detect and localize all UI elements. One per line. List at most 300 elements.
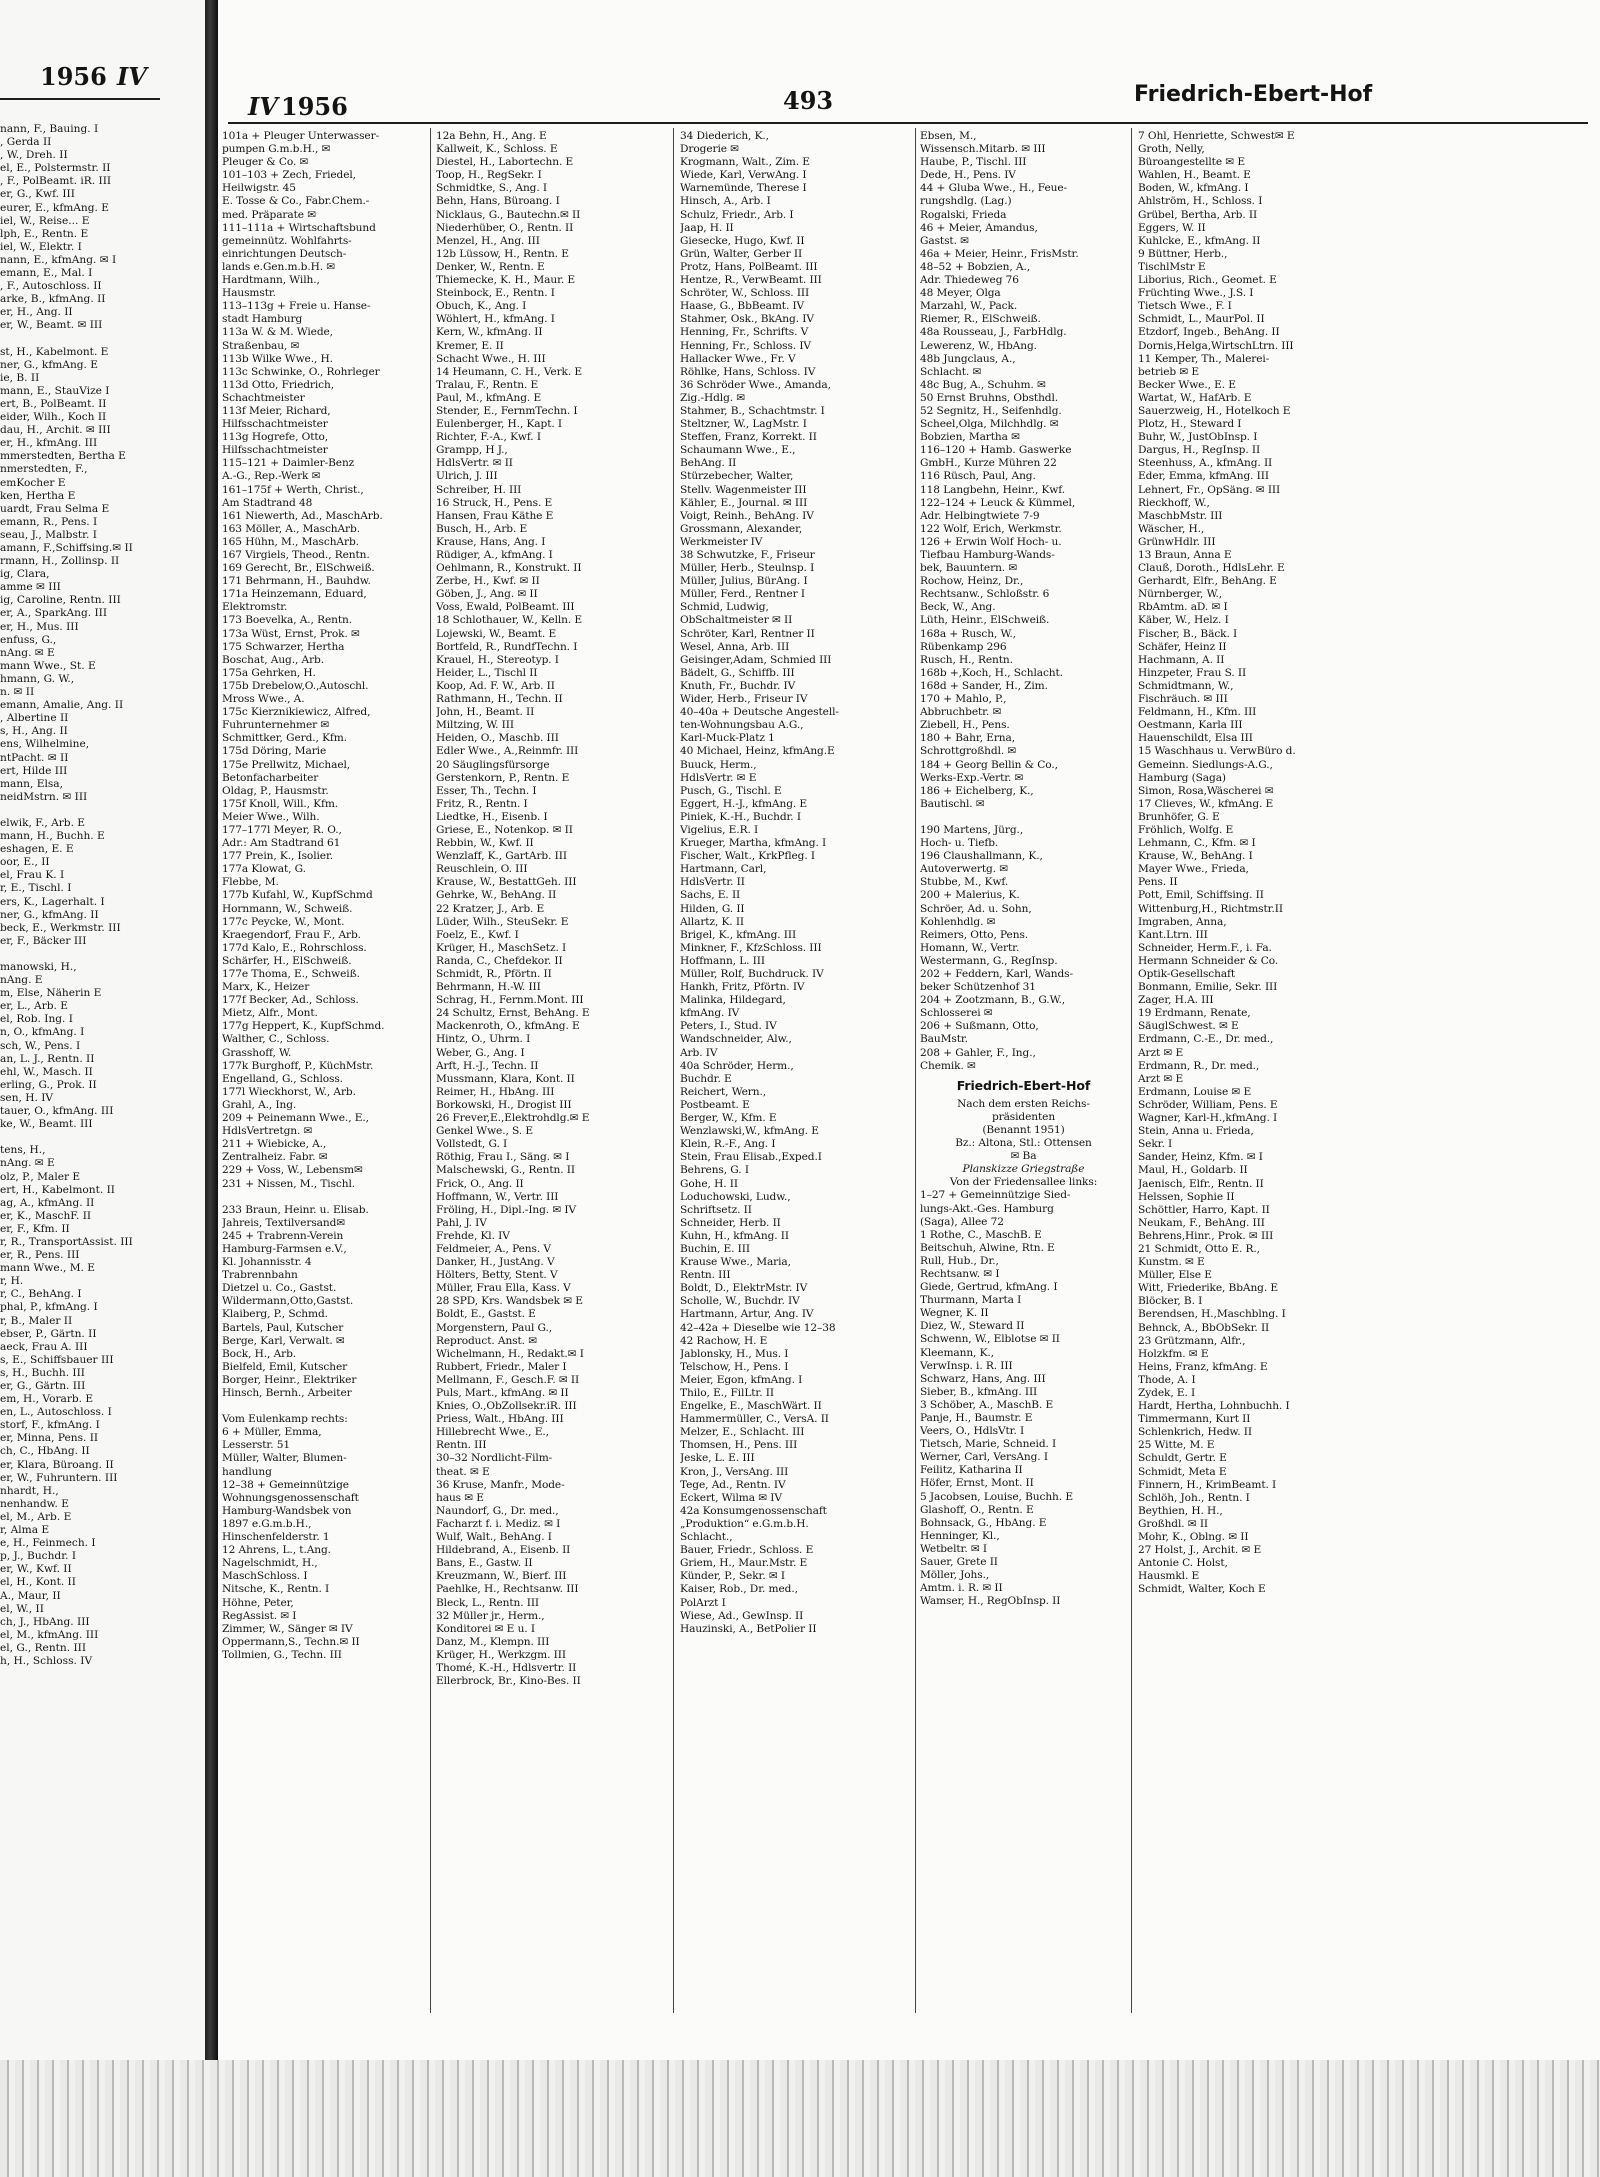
directory-entry: Pens. II <box>1138 876 1178 889</box>
directory-entry: 14 Heumann, C. H., Verk. E <box>436 365 583 378</box>
directory-entry: mann Wwe., St. E <box>0 659 96 672</box>
directory-entry: Röhlke, Hans, Schloss. IV <box>680 365 816 378</box>
directory-entry: Frick, O., Ang. II <box>436 1177 524 1190</box>
directory-entry: r, E., Tischl. I <box>0 882 72 895</box>
directory-entry: 1897 e.G.m.b.H., <box>222 1517 312 1530</box>
directory-entry: Schulz, Friedr., Arb. I <box>680 208 794 221</box>
directory-entry: 177k Burghoff, P., KüchMstr. <box>222 1059 374 1072</box>
directory-entry: nmerstedten, F., <box>0 463 88 476</box>
directory-entry: Dietzel u. Co., Gastst. <box>222 1282 337 1295</box>
directory-entry: Wichelmann, H., Redakt.✉ I <box>436 1347 584 1360</box>
directory-entry: Berger, W., Kfm. E <box>680 1112 777 1125</box>
directory-entry: Lehmann, C., Kfm. ✉ I <box>1138 837 1256 850</box>
directory-entry: Telschow, H., Pens. I <box>680 1360 789 1373</box>
directory-entry: Diez, W., Steward II <box>920 1320 1025 1333</box>
directory-entry: Göben, J., Ang. ✉ II <box>436 588 538 601</box>
directory-entry: 48–52 + Bobzien, A., <box>920 260 1030 273</box>
directory-entry: Wandschneider, Alw., <box>680 1033 792 1046</box>
street-note: präsidenten <box>991 1110 1056 1123</box>
directory-entry: Wiede, Karl, VerwAng. I <box>680 169 807 182</box>
directory-entry: Zydek, E. I <box>1138 1387 1196 1399</box>
directory-entry: emann, E., Mal. I <box>0 267 93 280</box>
directory-entry: Mackenroth, O., kfmAng. E <box>436 1020 580 1033</box>
column-divider <box>915 128 916 2013</box>
directory-entry <box>920 811 1127 824</box>
directory-entry: 118 Langbehn, Heinr., Kwf. <box>920 483 1065 496</box>
directory-entry: oor, E., II <box>0 856 50 869</box>
directory-entry: Wenzlawski,W., kfmAng. E <box>680 1125 819 1138</box>
directory-entry: elwik, F., Arb. E <box>0 816 86 829</box>
directory-entry: beck, E., Werkmstr. III <box>0 921 121 934</box>
directory-entry: Sauerzweig, H., Hotelkoch E <box>1138 404 1291 417</box>
directory-entry: Schmidt, Walter, Koch E <box>1138 1583 1266 1596</box>
directory-entry: 122–124 + Leuck & Kümmel, <box>920 496 1076 509</box>
directory-entry: 177d Kalo, E., Rohrschloss. <box>222 941 367 954</box>
directory-entry: dau, H., Archit. ✉ III <box>0 424 111 437</box>
directory-entry: 169 Gerecht, Br., ElSchweiß. <box>222 562 375 575</box>
directory-entry: Kähler, E., Journal. ✉ III <box>680 496 808 509</box>
directory-entry: 50 Ernst Bruhns, Obsthdl. <box>920 391 1059 404</box>
directory-entry: Müller, Else E <box>1138 1269 1212 1282</box>
directory-entry: Krause, W., BestattGeh. III <box>436 876 577 889</box>
directory-entry: Pahl, J. IV <box>436 1216 487 1229</box>
directory-entry: Rubbert, Friedr., Maler I <box>436 1360 567 1373</box>
directory-entry: nann, E., kfmAng. ✉ I <box>0 253 117 266</box>
directory-entry: Bleck, L., Rentn. III <box>436 1596 540 1609</box>
left-page-section: IV <box>117 62 147 91</box>
directory-entry: 5 Jacobsen, Louise, Buchh. E <box>920 1490 1073 1503</box>
street-note: Nach dem ersten Reichs- <box>957 1097 1090 1110</box>
directory-entry: ehl, W., Masch. II <box>0 1065 93 1078</box>
directory-entry: ert, Hilde III <box>0 764 68 777</box>
directory-entry: Hachmann, A. II <box>1138 653 1225 666</box>
directory-entry: Kohlenhdlg. ✉ <box>920 915 996 928</box>
directory-entry: Antonie C. Holst, <box>1138 1557 1228 1570</box>
directory-entry: Bauer, Friedr., Schloss. E <box>680 1544 814 1557</box>
directory-entry: Eggers, W. II <box>1138 221 1206 234</box>
directory-entry: Glashoff, O., Rentn. E <box>920 1503 1034 1516</box>
directory-entry: 23 Grützmann, Alfr., <box>1138 1334 1246 1347</box>
directory-entry: r, R., TransportAssist. III <box>0 1235 133 1248</box>
directory-entry: Schröter, W., Schloss. III <box>680 287 810 300</box>
directory-entry: storf, F., kfmAng. I <box>0 1419 100 1432</box>
directory-entry: Buchin, E. III <box>680 1242 750 1255</box>
directory-entry: 11 Kemper, Th., Malerei- <box>1138 352 1270 365</box>
directory-entry: Boldt, D., ElektrMstr. IV <box>680 1282 808 1295</box>
directory-entry: Gastst. ✉ <box>920 234 969 247</box>
directory-entry: ebser, P., Gärtn. II <box>0 1327 97 1340</box>
directory-entry: Hardt, Hertha, Lohnbuchh. I <box>1138 1400 1290 1413</box>
directory-entry: Grossmann, Alexander, <box>680 522 803 535</box>
left-header-rule <box>0 98 160 100</box>
directory-entry: Haube, P., Tischl. III <box>920 156 1027 169</box>
directory-entry: er, G., Kwf. III <box>0 188 75 201</box>
directory-entry: Mellmann, F., Gesch.F. ✉ II <box>436 1373 580 1386</box>
directory-entry: Schachtmeister <box>222 391 305 404</box>
directory-entry: Gerhardt, Elfr., BehAng. E <box>1138 575 1277 588</box>
directory-entry: Edler Wwe., A.,Reinmfr. III <box>436 745 579 758</box>
directory-entry: ert, B., PolBeamt. II <box>0 397 107 410</box>
directory-entry: Bortfeld, R., RundfTechn. I <box>436 640 578 653</box>
directory-entry: Obuch, K., Ang. I <box>436 300 527 313</box>
directory-entry: Peters, I., Stud. IV <box>680 1020 777 1033</box>
directory-entry: 34 Diederich, K., <box>680 130 769 142</box>
directory-entry: Schöttler, Harro, Kapt. II <box>1138 1203 1270 1216</box>
directory-entry: sch, W., Pens. I <box>0 1039 81 1052</box>
directory-entry: 9 Büttner, Herb., <box>1138 247 1228 260</box>
directory-entry: Schmidt, R., Pförtn. II <box>436 968 552 980</box>
directory-entry: Tietsch, Marie, Schneid. I <box>920 1438 1057 1451</box>
directory-entry: Zerbe, H., Kwf. ✉ II <box>436 575 540 588</box>
directory-entry: Liedtke, H., Eisenb. I <box>436 810 548 823</box>
directory-entry: 1–27 + Gemeinnützige Sied- <box>920 1189 1071 1202</box>
directory-entry: 168b +,Koch, H., Schlacht. <box>920 666 1063 679</box>
directory-entry: 42–42a + Dieselbe wie 12–38 <box>680 1321 836 1334</box>
directory-entry: Geisinger,Adam, Schmied III <box>680 653 832 666</box>
directory-entry: Danz, M., Klempn. III <box>436 1635 550 1648</box>
directory-entry: manowski, H., <box>0 961 77 973</box>
directory-entry: Groth, Nelly, <box>1138 143 1205 156</box>
directory-entry: Hausmkl. E <box>1138 1570 1200 1583</box>
directory-entry: 184 + Georg Bellin & Co., <box>920 758 1058 771</box>
directory-entry: Lojewski, W., Beamt. E <box>436 627 557 640</box>
directory-entry: lph, E., Rentn. E <box>0 227 89 240</box>
directory-entry: Borger, Heinr., Elektriker <box>222 1373 357 1386</box>
directory-entry: 18 Schlothauer, W., Kelln. E <box>436 614 583 627</box>
directory-entry: Kunstm. ✉ E <box>1138 1256 1205 1269</box>
directory-entry: Hilfsschachtmeister <box>222 444 328 457</box>
directory-entry: 211 + Wiebicke, A., <box>222 1138 327 1151</box>
directory-entry: Jaap, H. II <box>680 221 734 234</box>
directory-entry: Bohnsack, G., HbAng. E <box>920 1516 1047 1529</box>
directory-entry: Krogmann, Walt., Zim. E <box>680 156 810 169</box>
directory-entry: Krauel, H., Stereotyp. I <box>436 653 559 666</box>
directory-entry: 101–103 + Zech, Friedel, <box>222 169 356 182</box>
directory-entry: Dargus, H., RegInsp. II <box>1138 444 1261 457</box>
directory-entry: Hansen, Frau Käthe E <box>436 509 554 522</box>
directory-entry: Simon, Rosa,Wäscherei ✉ <box>1138 784 1274 797</box>
directory-entry: Malschewski, G., Rentn. II <box>436 1164 575 1177</box>
directory-entry: 36 Schröder Wwe., Amanda, <box>680 378 831 391</box>
directory-entry: Stein, Anna u. Frieda, <box>1138 1125 1254 1138</box>
directory-entry: Reichert, Wern., <box>680 1085 767 1098</box>
directory-entry: Betonfacharbeiter <box>222 771 319 784</box>
directory-entry: Krueger, Martha, kfmAng. I <box>680 837 827 850</box>
directory-entry: er, W., Kwf. II <box>0 1563 72 1576</box>
directory-entry: Hillebrecht Wwe., E., <box>436 1426 549 1439</box>
directory-entry: 229 + Voss, W., Lebensm✉ <box>222 1164 363 1177</box>
directory-entry: Kuhlcke, E., kfmAng. II <box>1138 234 1261 247</box>
directory-entry: ch, J., HbAng. III <box>0 1615 90 1628</box>
directory-entry: el, W., II <box>0 1602 44 1615</box>
directory-entry: 113d Otto, Friedrich, <box>222 378 335 391</box>
directory-entry: Grasshoff, W. <box>222 1046 292 1059</box>
directory-entry: Stellv. Wagenmeister III <box>680 483 807 496</box>
directory-entry: 177l Wieckhorst, W., Arb. <box>222 1085 356 1098</box>
directory-entry: Lesserstr. 51 <box>222 1439 291 1452</box>
directory-entry: Arzt ✉ E <box>1138 1072 1184 1085</box>
directory-entry: Schröder, William, Pens. E <box>1138 1098 1278 1111</box>
directory-entry: Thode, A. I <box>1138 1373 1196 1386</box>
directory-entry: med. Präparate ✉ <box>222 208 316 221</box>
directory-entry: Hartmann, Carl, <box>680 863 767 876</box>
directory-entry: ntPacht. ✉ II <box>0 751 69 764</box>
directory-entry: Thurmann, Marta I <box>920 1294 1022 1307</box>
directory-entry: 42 Rachow, H. E <box>680 1334 768 1347</box>
directory-entry: Rathmann, H., Techn. II <box>436 693 563 706</box>
directory-entry: Lehnert, Fr., OpSäng. ✉ III <box>1138 483 1281 496</box>
directory-entry: Rogalski, Frieda <box>920 208 1007 221</box>
directory-entry: Wartat, W., HafArb. E <box>1138 391 1252 404</box>
directory-entry: 7 Ohl, Henriette, Schwest✉ E <box>1138 130 1295 142</box>
directory-entry: Esser, Th., Techn. I <box>436 784 537 797</box>
directory-entry: Adr.: Am Stadtrand 61 <box>222 837 341 850</box>
directory-entry: Schäfer, Heinz II <box>1138 640 1227 653</box>
directory-entry: , Albertine II <box>0 712 69 725</box>
directory-entry: Ellerbrock, Br., Kino-Bes. II <box>436 1675 581 1688</box>
directory-entry: Berge, Karl, Verwalt. ✉ <box>222 1334 345 1347</box>
directory-entry: Arb. IV <box>680 1046 718 1059</box>
directory-entry: Am Stadtrand 48 <box>222 496 313 509</box>
directory-entry: 209 + Peinemann Wwe., E., <box>222 1112 369 1125</box>
directory-entry: Tollmien, G., Techn. III <box>222 1648 342 1661</box>
directory-entry: Zig.-Hdlg. ✉ <box>680 391 746 404</box>
directory-entry: ig, Caroline, Rentn. III <box>0 594 121 607</box>
directory-entry: Morgenstern, Paul G., <box>436 1321 553 1334</box>
directory-entry: RbAmtm. aD. ✉ I <box>1138 601 1228 614</box>
directory-entry: Käber, W., Helz. I <box>1138 614 1229 627</box>
directory-entry: Kuhn, H., kfmAng. II <box>680 1229 789 1242</box>
directory-entry: Eder, Emma, kfmAng. III <box>1138 470 1269 483</box>
directory-entry: Stein, Frau Elisab.,Exped.I <box>680 1151 822 1164</box>
directory-entry: Stürzebecher, Walter, <box>680 470 794 483</box>
directory-entry: Kallweit, K., Schloss. E <box>436 143 558 156</box>
directory-entry: VerwInsp. i. R. III <box>920 1359 1013 1372</box>
directory-entry: Ziebell, H., Pens. <box>920 719 1010 732</box>
directory-entry: Behrens,Hinr., Prok. ✉ III <box>1138 1229 1274 1242</box>
directory-entry: Scheel,Olga, Milchhdlg. ✉ <box>920 418 1059 431</box>
directory-entry: Griese, E., Notenkop. ✉ II <box>436 823 573 836</box>
directory-entry: Autoverwertg. ✉ <box>920 863 1008 876</box>
directory-entry: Grahl, A., Ing. <box>222 1098 297 1111</box>
directory-entry: Wamser, H., RegObInsp. II <box>920 1595 1061 1608</box>
left-page <box>0 0 205 2060</box>
directory-entry: 177g Heppert, K., KupfSchmd. <box>222 1020 385 1033</box>
directory-entry: Meier, Egon, kfmAng. I <box>680 1373 803 1386</box>
directory-entry: Rusch, H., Rentn. <box>920 653 1013 666</box>
directory-entry: Meier Wwe., Wilh. <box>222 810 320 823</box>
directory-entry: Veers, O., HdlsVtr. I <box>920 1425 1025 1438</box>
directory-entry: Dede, H., Pens. IV <box>920 169 1016 182</box>
directory-entry: Hartmann, Artur, Ang. IV <box>680 1308 814 1321</box>
directory-entry: Bautischl. ✉ <box>920 797 985 810</box>
directory-entry: nenhandw. E <box>0 1497 69 1510</box>
page-edge-strip <box>0 2060 1600 2177</box>
directory-entry: Kaiser, Rob., Dr. med., <box>680 1583 798 1596</box>
directory-entry: Buhr, W., JustObInsp. I <box>1138 431 1258 444</box>
directory-entry: Schlöh, Joh., Rentn. I <box>1138 1491 1250 1504</box>
directory-entry: Vom Eulenkamp rechts: <box>222 1413 348 1426</box>
directory-entry: Fröling, H., Dipl.-Ing. ✉ IV <box>436 1203 577 1216</box>
directory-entry: „Produktion“ e.G.m.b.H. <box>680 1517 809 1530</box>
directory-entry: Panje, H., Baumstr. E <box>920 1412 1033 1424</box>
directory-entry: an, L. J., Rentn. II <box>0 1052 95 1065</box>
directory-entry: 48b Jungclaus, A., <box>920 352 1016 365</box>
directory-entry: 27 Holst, J., Archit. ✉ E <box>1138 1544 1262 1557</box>
directory-entry: Koop, Ad. F. W., Arb. II <box>436 679 555 692</box>
directory-entry: GmbH., Kurze Mühren 22 <box>920 457 1057 470</box>
directory-entry: Erdmann, R., Dr. med., <box>1138 1059 1260 1072</box>
directory-entry: 177c Peycke, W., Mont. <box>222 915 345 928</box>
directory-entry: ke, W., Beamt. III <box>0 1118 93 1131</box>
directory-entry: mann Wwe., M. E <box>0 1262 96 1275</box>
directory-entry: Lüder, Wilh., SteuSekr. E <box>436 915 569 928</box>
directory-entry: Brunhöfer, G. E <box>1138 810 1220 823</box>
right-page-section: IV <box>248 92 278 121</box>
directory-entry: Straßenbau, ✉ <box>222 339 300 352</box>
directory-entry <box>0 1131 168 1144</box>
directory-entry: 40–40a + Deutsche Angestell- <box>680 706 839 719</box>
directory-entry: 175d Döring, Marie <box>222 745 327 758</box>
directory-entry: 15 Waschhaus u. VerwBüro d. <box>1138 745 1296 758</box>
directory-entry: ert, H., Kabelmont. II <box>0 1183 115 1196</box>
directory-entry: Riemer, R., ElSchweiß. <box>920 313 1041 326</box>
section-heading: Friedrich-Ebert-Hof <box>956 1077 1091 1093</box>
directory-entry: Buuck, Herm., <box>680 758 757 771</box>
directory-column-5 <box>1138 130 1360 1597</box>
directory-entry: Schröer, Ad. u. Sohn, <box>920 902 1032 915</box>
directory-entry: 190 Martens, Jürg., <box>920 823 1024 836</box>
directory-entry: Allartz, K. II <box>680 915 744 928</box>
directory-entry: uardt, Frau Selma E <box>0 502 110 515</box>
directory-entry: Sieber, B., kfmAng. III <box>920 1385 1038 1398</box>
header-rule <box>228 122 1588 124</box>
directory-entry: Rebbin, W., Kwf. II <box>436 837 534 850</box>
directory-entry: Schlacht., <box>680 1531 733 1544</box>
directory-entry: Erdmann, Louise ✉ E <box>1138 1085 1252 1098</box>
directory-column-2 <box>436 130 669 1688</box>
directory-entry: Schaumann Wwe., E., <box>680 444 796 457</box>
directory-entry: Hoffmann, W., Vertr. III <box>436 1190 559 1203</box>
directory-entry: bek, Bauuntern. ✉ <box>920 562 1018 575</box>
directory-entry: Müller, Julius, BürAng. I <box>680 575 808 588</box>
directory-entry: Miltzing, W. III <box>436 719 514 732</box>
directory-entry: Grübel, Bertha, Arb. II <box>1138 208 1258 221</box>
directory-entry: Chemik. ✉ <box>920 1059 976 1072</box>
directory-entry: Werkmeister IV <box>680 535 763 548</box>
directory-entry: Hilfsschachtmeister <box>222 418 328 431</box>
directory-entry: Denker, W., Rentn. E <box>436 260 545 273</box>
directory-entry: 175e Prellwitz, Michael, <box>222 758 351 771</box>
directory-entry: , F., Autoschloss. II <box>0 280 102 293</box>
directory-entry: Tege, Ad., Rentn. IV <box>680 1478 786 1491</box>
directory-entry: Hardtmann, Wilh., <box>222 274 320 287</box>
directory-entry: Eckert, Wilma ✉ IV <box>680 1491 782 1504</box>
directory-entry: 52 Segnitz, H., Seifenhdlg. <box>920 404 1062 417</box>
directory-entry: nann, F., Bauing. I <box>0 123 99 135</box>
directory-entry: Griem, H., Maur.Mstr. E <box>680 1557 808 1570</box>
directory-entry: Schreiber, H. III <box>436 483 522 496</box>
directory-entry: Helssen, Sophie II <box>1138 1190 1235 1203</box>
directory-entry: Giede, Gertrud, kfmAng. I <box>920 1281 1058 1294</box>
directory-entry: Hausmstr. <box>222 287 276 300</box>
directory-entry: Höfer, Ernst, Mont. II <box>920 1477 1034 1490</box>
directory-entry: Krause, Hans, Ang. I <box>436 535 546 548</box>
directory-entry: 40 Michael, Heinz, kfmAng.E <box>680 745 835 758</box>
directory-entry: Adr. Helbingtwiete 7-9 <box>920 509 1040 522</box>
directory-entry: mann, E., StauVize I <box>0 384 110 397</box>
directory-entry: er, H., kfmAng. III <box>0 437 98 450</box>
left-page-entries <box>0 123 168 1668</box>
directory-entry: Niederhüber, O., Rentn. II <box>436 221 574 234</box>
directory-entry: er, L., Arb. E <box>0 1000 69 1013</box>
directory-entry: ens, Wilhelmine, <box>0 738 90 751</box>
directory-entry: Mayer Wwe., Frieda, <box>1138 863 1249 876</box>
directory-entry: er, Minna, Pens. II <box>0 1432 99 1445</box>
directory-entry: Wiese, Ad., GewInsp. II <box>680 1609 804 1622</box>
directory-entry <box>222 1400 426 1413</box>
directory-entry: Wissensch.Mitarb. ✉ III <box>920 143 1046 156</box>
directory-entry: Müller, Herb., Steulnsp. I <box>680 562 815 575</box>
directory-entry: Piniek, K.-H., Buchdr. I <box>680 810 801 823</box>
directory-entry: Diestel, H., Labortechn. E <box>436 156 574 169</box>
directory-entry: Maul, H., Goldarb. II <box>1138 1164 1248 1177</box>
directory-entry: HdlsVertr. ✉ II <box>436 457 513 470</box>
directory-entry: Tietsch Wwe., F. I <box>1138 300 1232 313</box>
directory-entry: r, B., Maler II <box>0 1314 73 1327</box>
directory-entry: Rüdiger, A., kfmAng. I <box>436 549 553 561</box>
directory-entry: el, E., Polstermstr. II <box>0 162 111 175</box>
directory-entry: emann, R., Pens. I <box>0 515 98 528</box>
directory-entry: 231 + Nissen, M., Tischl. <box>222 1177 356 1190</box>
directory-entry: olz, P., Maler E <box>0 1170 81 1183</box>
directory-entry: Wesel, Anna, Arb. III <box>680 640 790 653</box>
directory-entry: iel, W., Elektr. I <box>0 240 82 253</box>
book-gutter <box>205 0 218 2177</box>
directory-entry: Werner, Carl, VersAng. I <box>920 1451 1048 1464</box>
directory-entry: 19 Erdmann, Renate, <box>1138 1007 1251 1020</box>
directory-entry: er, H., Ang. II <box>0 306 73 319</box>
directory-entry: 116–120 + Hamb. Gaswerke <box>920 444 1072 457</box>
directory-entry: erling, G., Prok. II <box>0 1078 97 1091</box>
directory-entry: n, O., kfmAng. I <box>0 1026 85 1039</box>
directory-entry: 12a Behn, H., Ang. E <box>436 130 547 142</box>
directory-entry: Jaenisch, Elfr., Rentn. II <box>1138 1177 1264 1190</box>
directory-entry: 177f Becker, Ad., Schloss. <box>222 994 359 1007</box>
directory-entry: Klaiberg, P., Schmd. <box>222 1308 328 1321</box>
directory-entry: 200 + Malerius, K. <box>920 889 1020 902</box>
directory-entry: Schlacht. ✉ <box>920 365 982 378</box>
directory-entry: SäuglSchwest. ✉ E <box>1138 1020 1239 1033</box>
directory-entry: eurer, E., kfmAng. E <box>0 201 110 214</box>
directory-entry: 42a Konsumgenossenschaft <box>680 1504 827 1517</box>
directory-entry: 170 + Mahlo, P., <box>920 693 1007 706</box>
directory-entry: Scholle, W., Buchdr. IV <box>680 1295 800 1308</box>
directory-entry: Schuldt, Gertr. E <box>1138 1452 1227 1465</box>
directory-entry: BehAng. II <box>680 457 737 470</box>
directory-entry: Steltzner, W., LagMstr. I <box>680 418 807 431</box>
directory-entry: PolArzt I <box>680 1596 726 1609</box>
directory-entry: Schmidt, L., MaurPol. II <box>1138 313 1265 326</box>
directory-entry: er, F., Bäcker III <box>0 934 87 947</box>
directory-entry: Fischer, B., Bäck. I <box>1138 627 1238 640</box>
directory-entry: Krüger, H., Werkzgm. III <box>436 1648 566 1661</box>
directory-entry: Sander, Heinz, Kfm. ✉ I <box>1138 1151 1263 1164</box>
directory-entry: Bonmann, Emilie, Sekr. III <box>1138 981 1278 994</box>
directory-entry: Stahmer, B., Schachtmstr. I <box>680 404 825 417</box>
directory-entry: Steenhuss, A., kfmAng. II <box>1138 457 1273 470</box>
directory-entry: Oppermann,S., Techn.✉ II <box>222 1635 360 1648</box>
